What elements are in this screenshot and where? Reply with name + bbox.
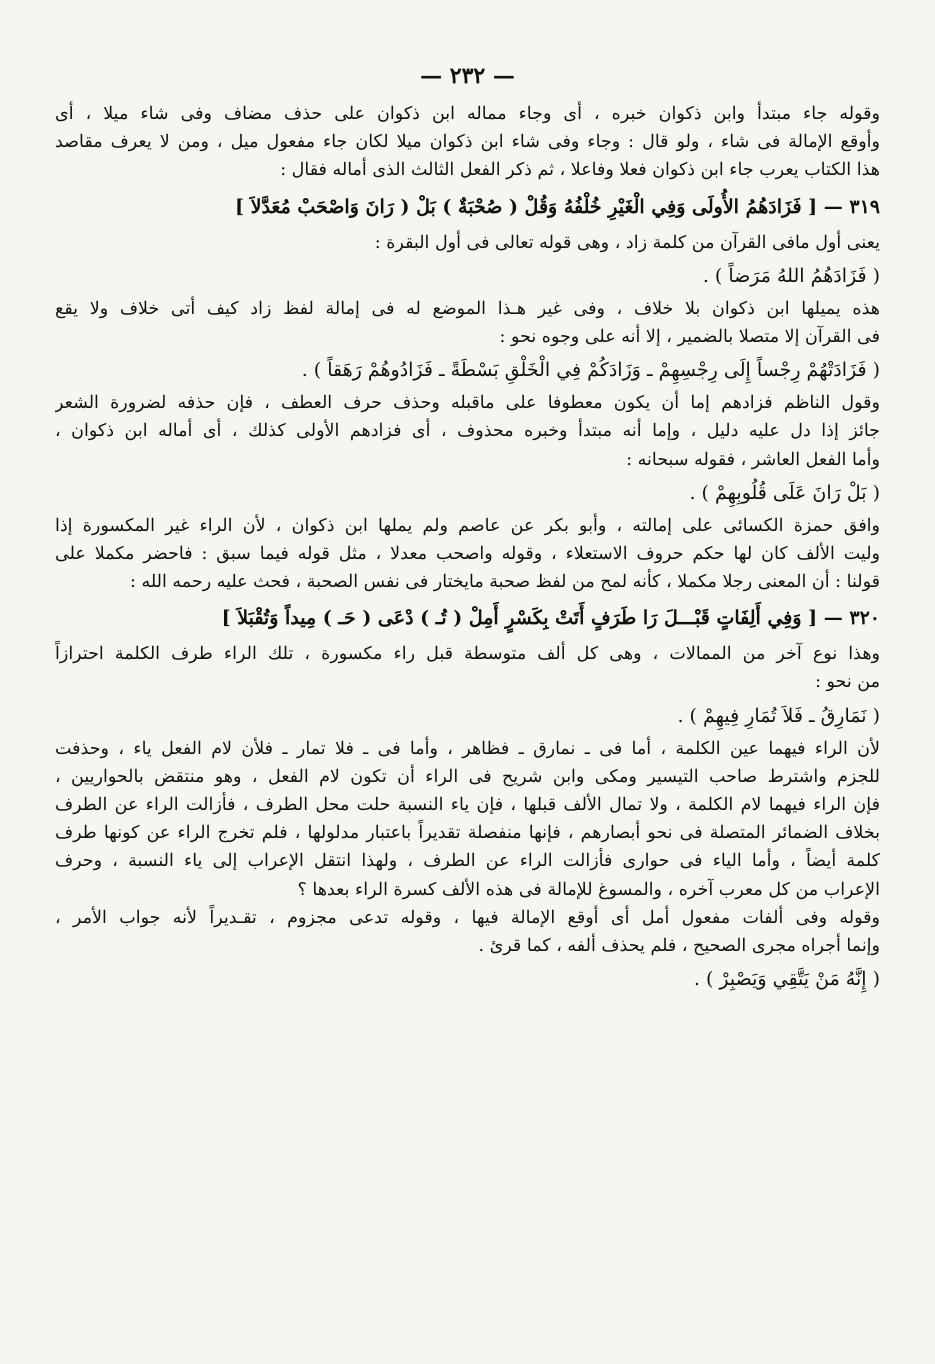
page-number: — ٢٣٢ — [420, 63, 515, 89]
text-line: لأن الراء فيهما عين الكلمة ، أما فى ـ نمارق ـ فظاهر ، وأما فى ـ فلا تمار ـ فلأن لام الفعل ياء ، وحذفت [55, 738, 880, 759]
text-line: بخلاف الضمائر المتصلة فى نحو أبصارهم ، فإنها منفصلة تقديراً باعتبار مدلولها ، فلم تخرج الراء عن كونها طرف [55, 823, 880, 844]
text-line: فإن الراء فيهما لام الكلمة ، ولا تمال الألف قبلها ، فإن ياء النسبة حلت محل الطرف ، فأزالت الراء عن الطرف [55, 795, 880, 815]
text-line: فى القرآن إلا متصلا بالضمير ، إلا أنه على وجوه نحو : [499, 326, 880, 347]
text-line: للجزم واشترط صاحب التيسير ومكى وابن شريح فى الراء أن تكون لام الفعل ، وهو منتقض بالحواريين ، [55, 766, 880, 787]
text-line: وافق حمزة الكسائى على إمالته ، وأبو بكر عن عاصم ولم يملها ابن ذكوان ، لأن الراء غير المكسورة إذا [55, 515, 880, 536]
poem-verse: ٣٢٠ — [ وَفِي أَلِفَاتٍ قَبْـــلَ رَا طَرَفٍ أَتَتْ بِكَسْرٍ أَمِلْ ( تُـ ) دْعَى ( حَـ ) مِيداً وَتُقْبَلاَ ] [221, 607, 880, 630]
text-line: وقوله وفى ألفات مفعول أمل أى أوقع الإمالة فيها ، وقوله تدعى مجزوم ، تقـديراً لأنه جواب الأمر ، [55, 907, 880, 928]
page-body [55, 100, 880, 998]
text-line: وقوله جاء مبتدأ وابن ذكوان خبره ، أى وجاء مماله ابن ذكوان على حذف مضاف وفى شاء ميلا ، أى [55, 104, 880, 124]
text-line: من نحو : [815, 672, 880, 693]
text-line: وهذا نوع آخر من الممالات ، وهى كل ألف متوسطة قبل راء مكسورة ، تلك الراء طرف الكلمة احترازاً [55, 644, 880, 665]
quranic-quote: ( نَمَارِقُ ـ فَلاَ تُمَارِ فِيهِمْ ) . [677, 704, 880, 727]
text-line: جائز إذا دل عليه دليل ، وإما أنه مبتدأ وخبره محذوف ، أى فزادهم الأولى كذلك ، أى أماله ابن ذكوان ، [55, 421, 880, 442]
text-line: وليت الألف كان لها حكم حروف الاستعلاء ، وقوله واصحب معدلا ، مثل قوله فيما سبق : فاحضر مكملا على [55, 543, 880, 564]
text-line: وقول الناظم فزادهم إما أن يكون معطوفا على ماقبله وحذف حرف العطف ، فإن حذفه لضرورة الشعر [55, 393, 880, 414]
text-line: كلمة أيضاً ، وأما الياء فى حوارى فأزالت الراء عن الطرف ، ولهذا انتقل الإعراب إلى ياء النسبة ، وحرف [55, 851, 880, 872]
poem-verse: ٣١٩ — [ فَزَادَهُمُ الأُولَى وَفِي الْغَيْرِ خُلْفُهُ وَقُلْ ( صُحْبَةٌ ) بَلْ ( رَانَ وَاصْحَبْ مُعَدَّلاَ ] [235, 195, 880, 218]
quranic-quote: ( إِنَّهُ مَنْ يَتَّقِي وَيَصْبِرْ ) . [693, 968, 880, 991]
quranic-quote: ( بَلْ رَانَ عَلَى قُلُوبِهِمْ ) . [689, 481, 880, 504]
quranic-quote: ( فَزَادَهُمُ اللهُ مَرَضاً ) . [702, 264, 880, 287]
text-line: الإعراب من كل معرب آخره ، والمسوغ للإمالة فى هذه الألف كسرة الراء بعدها ؟ [297, 879, 880, 900]
quranic-quote: ( فَزَادَتْهُمْ رِجْساً إِلَى رِجْسِهِمْ ـ وَزَادَكُمْ فِي الْخَلْقِ بَسْطَةً ـ فَزَادُوهُمْ رَهَقاً ) . [301, 359, 880, 382]
text-line: هذا الكتاب يعرب جاء ابن ذكوان فعلا وفاعلا ، ثم ذكر الفعل الثالث الذى أماله فقال : [280, 160, 880, 181]
text-line: وأما الفعل العاشر ، فقوله سبحانه : [626, 449, 880, 470]
text-line: يعنى أول مافى القرآن من كلمة زاد ، وهى قوله تعالى فى أول البقرة : [374, 232, 880, 253]
text-line: وأوقع الإمالة فى شاء ، ولو قال : وجاء وفى شاء ابن ذكوان ميلا لكان جاء مفعول ميل ، ومن لا يعرف مقاصد [55, 132, 880, 153]
text-line: قولنا : أن المعنى رجلا مكملا ، كأنه لمح من لفظ صحبة مايختار فى نفس الصحبة ، فحث عليه رحمه الله : [129, 572, 880, 593]
text-line: وإنما أجراه مجرى الصحيح ، فلم يحذف ألفه ، كما قرئ . [478, 935, 880, 956]
text-line: هذه يميلها ابن ذكوان بلا خلاف ، وفى غير هـذا الموضع له فى إمالة لفظ زاد كيف أتى خلاف ولا يقع [55, 298, 880, 319]
